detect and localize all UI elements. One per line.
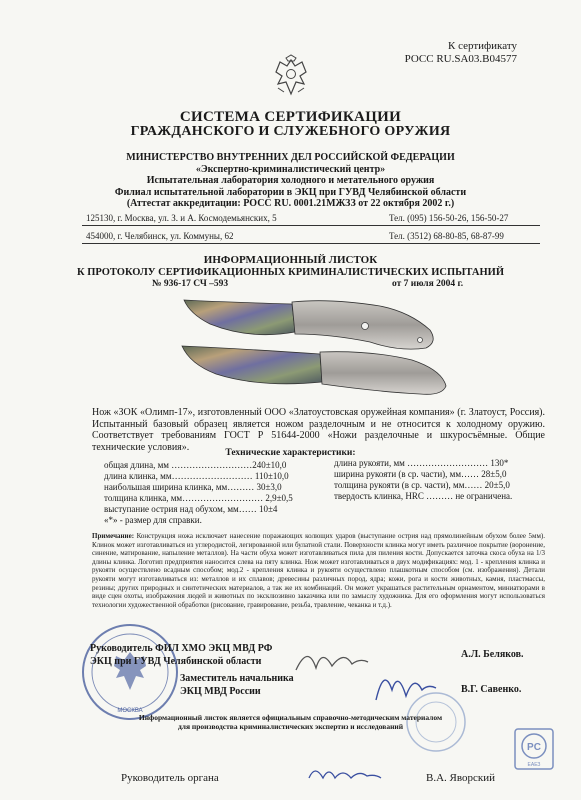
certificate-number: РОСС RU.SA03.B04577 bbox=[404, 53, 517, 65]
spec-blade-hardness: твердость клинка, HRC ……… не ограничена. bbox=[334, 491, 513, 501]
chelyabinsk-address: 454000, г. Челябинск, ул. Коммуны, 62 bbox=[86, 231, 234, 241]
spec-point-offset: выступание острия над обухом, мм…… 10±4 bbox=[104, 504, 278, 514]
note-label: Примечание: bbox=[92, 532, 135, 540]
specs-title: Технические характеристики: bbox=[225, 448, 356, 458]
coat-of-arms-emblem bbox=[272, 54, 310, 98]
accreditation: (Аттестат аккредитации: РОСС RU. 0001.21МЖЗЗ от 22 октября 2002 г.) bbox=[126, 198, 455, 209]
protocol-date: от 7 июля 2004 г. bbox=[392, 279, 464, 289]
moscow-address: 125130, г. Москва, ул. З. и А. Космодемьянских, 5 bbox=[86, 213, 277, 223]
deputy-title-line1: Заместитель начальника bbox=[180, 673, 294, 684]
specs-right-column bbox=[334, 458, 512, 502]
spec-footnote: «*» - размер для справки. bbox=[104, 515, 202, 525]
specs-left-column bbox=[104, 460, 293, 526]
product-description: Нож «ЗОК «Олимп-17», изготовленный ООО «Златоустовская оружейная компания» (г. Златоуст, Россия). Испытанный базовый образец является ножом разделочным и не относится к холодному оружию. Соответствует требованиям ГОСТ Р 51644-2000 «Ножи разделочные и шкуросъёмные. Общие технические условия». bbox=[92, 407, 545, 453]
deputy-name: В.Г. Савенко. bbox=[461, 684, 522, 695]
footer-note bbox=[0, 713, 581, 731]
organ-head-name: В.А. Яворский bbox=[426, 772, 495, 784]
branch-name: Филиал испытательной лаборатории в ЭКЦ при ГУВД Челябинской области bbox=[114, 186, 467, 198]
divider bbox=[82, 243, 540, 244]
divider bbox=[82, 225, 540, 226]
info-sheet-title: ИНФОРМАЦИОННЫЙ ЛИСТОК bbox=[203, 254, 378, 266]
organ-head-title: Руководитель органа bbox=[121, 772, 219, 784]
spec-handle-length: длина рукояти, мм ……………………… 130* bbox=[334, 458, 509, 468]
spec-handle-thickness: толщина рукояти (в ср. части), мм…… 20±5,0 bbox=[334, 480, 510, 490]
protocol-number: № 936-17 СЧ –593 bbox=[152, 279, 229, 289]
info-sheet-subtitle: К ПРОТОКОЛУ СЕРТИФИКАЦИОННЫХ КРИМИНАЛИСТИЧЕСКИХ ИСПЫТАНИЙ bbox=[77, 267, 504, 278]
knife-images bbox=[180, 290, 450, 402]
moscow-phone: Тел. (095) 156-50-26, 156-50-27 bbox=[389, 213, 509, 223]
spec-blade-width: наибольшая ширина клинка, мм……… 30±3,0 bbox=[104, 482, 282, 492]
head-title-line1: Руководитель ФИЛ ХМО ЭКЦ МВД РФ bbox=[90, 643, 273, 654]
knife-image-mod2 bbox=[182, 346, 446, 394]
center-name: «Экспертно-криминалистический центр» bbox=[195, 163, 386, 175]
system-subtitle: ГРАЖДАНСКОГО И СЛУЖЕБНОГО ОРУЖИЯ bbox=[130, 124, 451, 139]
chelyabinsk-phone: Тел. (3512) 68-80-85, 68-87-99 bbox=[389, 231, 504, 241]
spec-total-length: общая длина, мм ………………………240±10,0 bbox=[104, 460, 287, 470]
laboratory-name: Испытательная лаборатория холодного и метательного оружия bbox=[146, 175, 435, 186]
ministry-block bbox=[0, 152, 581, 210]
certificate-reference bbox=[405, 40, 517, 66]
system-title: СИСТЕМА СЕРТИФИКАЦИИ bbox=[179, 109, 402, 125]
head-title-line2: ЭКЦ при ГУВД Челябинской области bbox=[90, 656, 262, 667]
cert-mark-code: ЕАЕЗ bbox=[527, 762, 541, 768]
deputy-title-line2: ЭКЦ МВД России bbox=[180, 686, 261, 697]
footer-note-line2: для производства криминалистических экспертиз и исследований bbox=[177, 722, 404, 731]
certification-mark-icon bbox=[514, 728, 554, 770]
signature-organ-head bbox=[305, 760, 385, 788]
knife-image-mod1 bbox=[184, 300, 433, 349]
spec-blade-thickness: толщина клинка, мм……………………… 2,9±0,5 bbox=[104, 493, 293, 503]
footer-note-line1: Информационный листок является официальным справочно-методическим материалом bbox=[138, 713, 443, 722]
note-paragraph bbox=[92, 532, 545, 609]
spec-blade-length: длина клинка, мм……………………… 110±10,0 bbox=[104, 471, 289, 481]
spec-handle-width: ширина рукояти (в ср. части), мм…… 28±5,0 bbox=[334, 469, 507, 479]
head-name: А.Л. Беляков. bbox=[461, 649, 524, 660]
round-stamp bbox=[80, 622, 180, 722]
svg-text:PC: PC bbox=[527, 742, 541, 753]
note-text: Конструкция ножа исключает нанесение поражающих колющих ударов (выступание острия над прямолинейным обухом более 5мм). Клинок может изготавливаться из углеродистой, легированной или булатной стали. Поверхности клинка могут иметь различное покрытие (воронение, синение, матирование, напыление металлов). На части обуха может изготавливаться пила для пиления кости. Допускается заточка скоса обуха на 1/3 длины клинка. Логотип предприятия наносится слева на пяту клинка. Нож может изготавливаться в двух модификациях: мод. 1 - крепления клинка и рукояти осуществлено всадным способом; мод.2 - крепления клинка и рукояти осуществлено плашкотным способом (см. изображения). Детали рукояти могут изготавливаться из: металлов и их сплавов; древесины различных пород, ядра; кожи, рога и кости животных, камня, пластмассы, резины; других природных и синтетических материалов, а так же их комбинаций. Он может украшаться растительным орнаментом, миниатюрами в виде сцен охоты, изображения людей и животных по эксклюзивно заказчика или по замыслу художника. Для его оформления могут использоваться технологии художественной обработки (рисование, гравирование, резьба, травление, чеканка и т.д.). bbox=[92, 532, 545, 609]
stamp-city: МОСКВА bbox=[117, 708, 143, 714]
certificate-reference-label: К сертификату bbox=[448, 40, 517, 52]
signature-head bbox=[292, 640, 372, 680]
ministry-name: МИНИСТЕРСТВО ВНУТРЕННИХ ДЕЛ РОССИЙСКОЙ ФЕДЕРАЦИИ bbox=[126, 152, 455, 163]
